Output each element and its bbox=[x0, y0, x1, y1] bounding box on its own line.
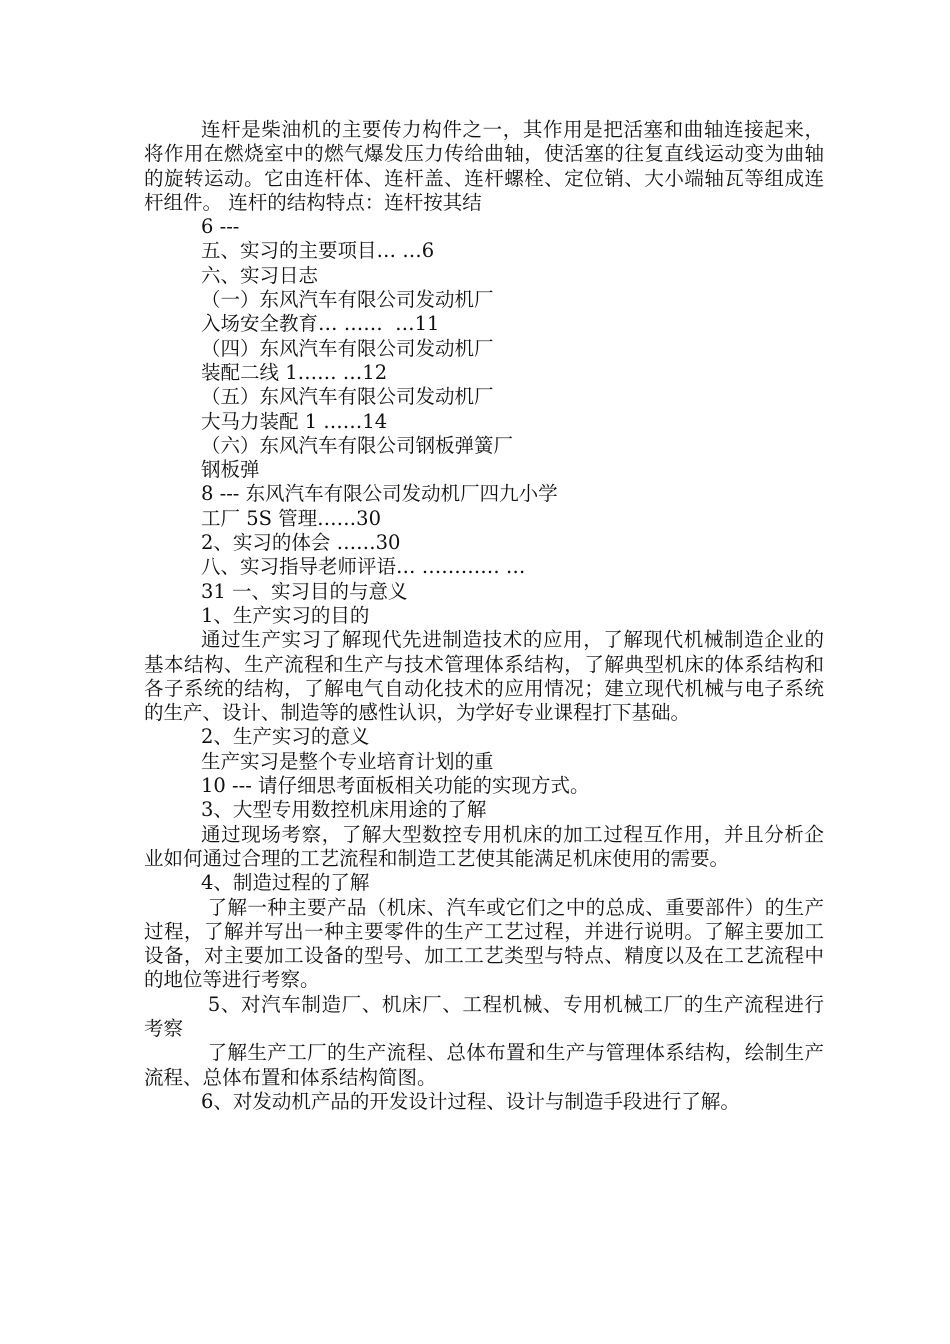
subheading-engine-design: 6、对发动机产品的开发设计过程、设计与制造手段进行了解。 bbox=[201, 1089, 740, 1113]
toc-item-5s-management: 工厂 5S 管理……30 bbox=[201, 506, 381, 530]
subheading-plant-process: 5、对汽车制造厂、机床厂、工程机械、专用机械工厂的生产流程进行考察 bbox=[144, 992, 824, 1040]
subheading-cnc-machines: 3、大型专用数控机床用途的了解 bbox=[201, 798, 487, 822]
toc-item-internship-log: 六、实习日志 bbox=[201, 263, 319, 287]
paragraph-significance: 生产实习是整个专业培育计划的重 bbox=[201, 749, 494, 773]
paragraph-purpose: 通过生产实习了解现代先进制造技术的应用，了解现代机械制造企业的基本结构、生产流程和生产与技术管理体系结构，了解典型机床的体系结构和各子系统的结构，了解电气自动化技术的应用情况；建立现代机械与电子系统的生产、设计、制造等的感性认识，为学好专业课程打下基础。 bbox=[144, 628, 824, 725]
toc-item-engine-plant-4: （四）东风汽车有限公司发动机厂 bbox=[201, 336, 494, 360]
toc-page-marker-8: 8 --- 东风汽车有限公司发动机厂四九小学 bbox=[201, 482, 558, 506]
subheading-manufacturing: 4、制造过程的了解 bbox=[201, 871, 370, 895]
toc-item-safety-education: 入场安全教育… …… …11 bbox=[201, 312, 440, 336]
toc-item-leaf-spring: 钢板弹 bbox=[201, 458, 260, 482]
subheading-purpose: 1、生产实习的目的 bbox=[201, 603, 370, 627]
toc-item-leaf-spring-plant: （六）东风汽车有限公司钢板弹簧厂 bbox=[201, 433, 514, 457]
toc-item-main-projects: 五、实习的主要项目… …6 bbox=[201, 239, 435, 263]
toc-item-teacher-comments: 八、实习指导老师评语… ………… … bbox=[201, 555, 526, 579]
toc-item-assembly-line-2: 装配二线 1…… …12 bbox=[201, 360, 388, 384]
toc-item-engine-plant-1: （一）东风汽车有限公司发动机厂 bbox=[201, 288, 494, 312]
toc-item-engine-plant-5: （五）东风汽车有限公司发动机厂 bbox=[201, 385, 494, 409]
subheading-significance: 2、生产实习的意义 bbox=[201, 725, 370, 749]
page-marker-10: 10 --- 请仔细思考面板相关功能的实现方式。 bbox=[201, 774, 590, 798]
toc-page-marker-6: 6 --- bbox=[201, 215, 240, 239]
document-page bbox=[144, 118, 824, 1114]
paragraph-manufacturing: 了解一种主要产品（机床、汽车或它们之中的总成、重要部件）的生产过程，了解并写出一种主要零件的生产工艺过程，并进行说明。了解主要加工设备，对主要加工设备的型号、加工工艺类型与特点、精度以及在工艺流程中的地位等进行考察。 bbox=[144, 895, 824, 992]
toc-item-high-power-assembly: 大马力装配 1 ……14 bbox=[201, 409, 388, 433]
paragraph-connecting-rod: 连杆是柴油机的主要传力构件之一，其作用是把活塞和曲轴连接起来，将作用在燃烧室中的燃气爆发压力传给曲轴，使活塞的往复直线运动变为曲轴的旋转运动。它由连杆体、连杆盖、连杆螺栓、定位销、大小端轴瓦等组成连杆组件。 连杆的结构特点：连杆按其结 bbox=[144, 118, 824, 214]
section-heading-purpose: 31 一、实习目的与意义 bbox=[201, 579, 408, 603]
paragraph-plant-process: 了解生产工厂的生产流程、总体布置和生产与管理体系结构，绘制生产流程、总体布置和体系结构简图。 bbox=[144, 1041, 824, 1089]
paragraph-cnc-machines: 通过现场考察，了解大型数控专用机床的加工过程互作用，并且分析企业如何通过合理的工艺流程和制造工艺使其能满足机床使用的需要。 bbox=[144, 822, 824, 870]
toc-item-experience: 2、实习的体会 ……30 bbox=[201, 531, 401, 555]
